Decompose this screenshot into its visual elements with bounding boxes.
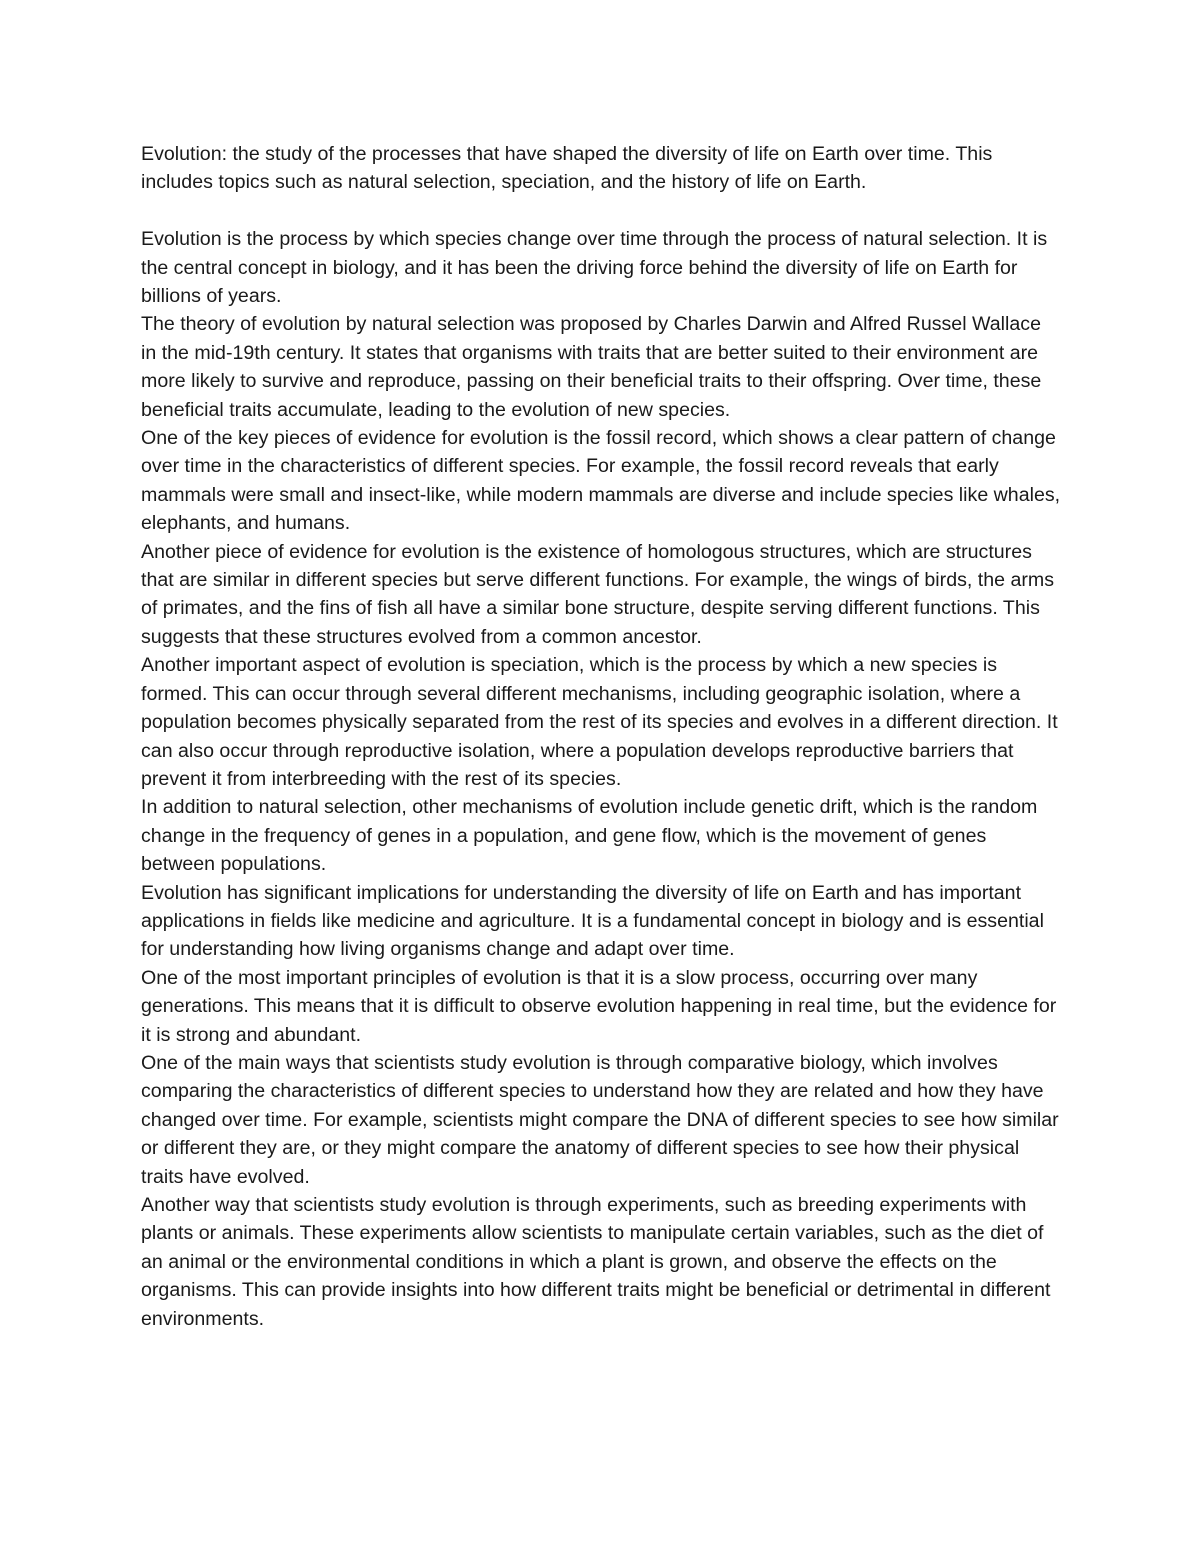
paragraph-slow-process: One of the most important principles of evolution is that it is a slow process, occurring over many generations. This means that it is difficult to observe evolution happening in real time, but the evidence for it is strong and abundant.: [141, 966, 1057, 1046]
paragraph-comparative-biology: One of the main ways that scientists study evolution is through comparative biology, which involves comparing the characteristics of different species to understand how they are related and how they have changed over time. For example, scientists might compare the DNA of different species to see how similar or different they are, or they might compare the anatomy of different species to see how their physical traits have evolved.: [141, 1051, 1059, 1188]
paragraph-experiments: Another way that scientists study evolution is through experiments, such as breeding experiments with plants or animals. These experiments allow scientists to manipulate certain variables, such as the diet of an animal or the environmental conditions in which a plant is grown, and observe the effects on the organisms. This can provide insights into how different traits might be beneficial or detrimental in different environments.: [141, 1194, 1051, 1330]
intro-paragraph: Evolution: the study of the processes that have shaped the diversity of life on Earth over time. This includes topics such as natural selection, speciation, and the history of life on Earth.: [141, 143, 993, 194]
document-body: [141, 140, 1061, 1333]
paragraph-other-mechanisms: In addition to natural selection, other mechanisms of evolution include genetic drift, which is the random change in the frequency of genes in a population, and gene flow, which is the movement of genes between populations.: [141, 796, 1038, 876]
paragraph-homologous-structures: Another piece of evidence for evolution is the existence of homologous structures, which are structures that are similar in different species but serve different functions. For example, the wings of birds, the arms of primates, and the fins of fish all have a similar bone structure, despite serving different functions. This suggests that these structures evolved from a common ancestor.: [141, 540, 1054, 648]
paragraph-evolution-definition: Evolution is the process by which species change over time through the process of natural selection. It is the central concept in biology, and it has been the driving force behind the diversity of life on Earth for billions of years.: [141, 228, 1048, 308]
paragraph-implications: Evolution has significant implications for understanding the diversity of life on Earth and has important applications in fields like medicine and agriculture. It is a fundamental concept in biology and is essential for understanding how living organisms change and adapt over time.: [141, 881, 1044, 961]
paragraph-natural-selection-theory: The theory of evolution by natural selection was proposed by Charles Darwin and Alfred Russel Wallace in the mid-19th century. It states that organisms with traits that are better suited to their environment are more likely to survive and reproduce, passing on their beneficial traits to their offspring. Over time, these beneficial traits accumulate, leading to the evolution of new species.: [141, 313, 1042, 421]
paragraph-fossil-record: One of the key pieces of evidence for evolution is the fossil record, which shows a clear pattern of change over time in the characteristics of different species. For example, the fossil record reveals that early mammals were small and insect-like, while modern mammals are diverse and include species like whales, elephants, and humans.: [141, 427, 1061, 535]
paragraph-speciation: Another important aspect of evolution is speciation, which is the process by which a new species is formed. This can occur through several different mechanisms, including geographic isolation, where a population becomes physically separated from the rest of its species and evolves in a different direction. It can also occur through reproductive isolation, where a population develops reproductive barriers that prevent it from interbreeding with the rest of its species.: [141, 654, 1058, 790]
